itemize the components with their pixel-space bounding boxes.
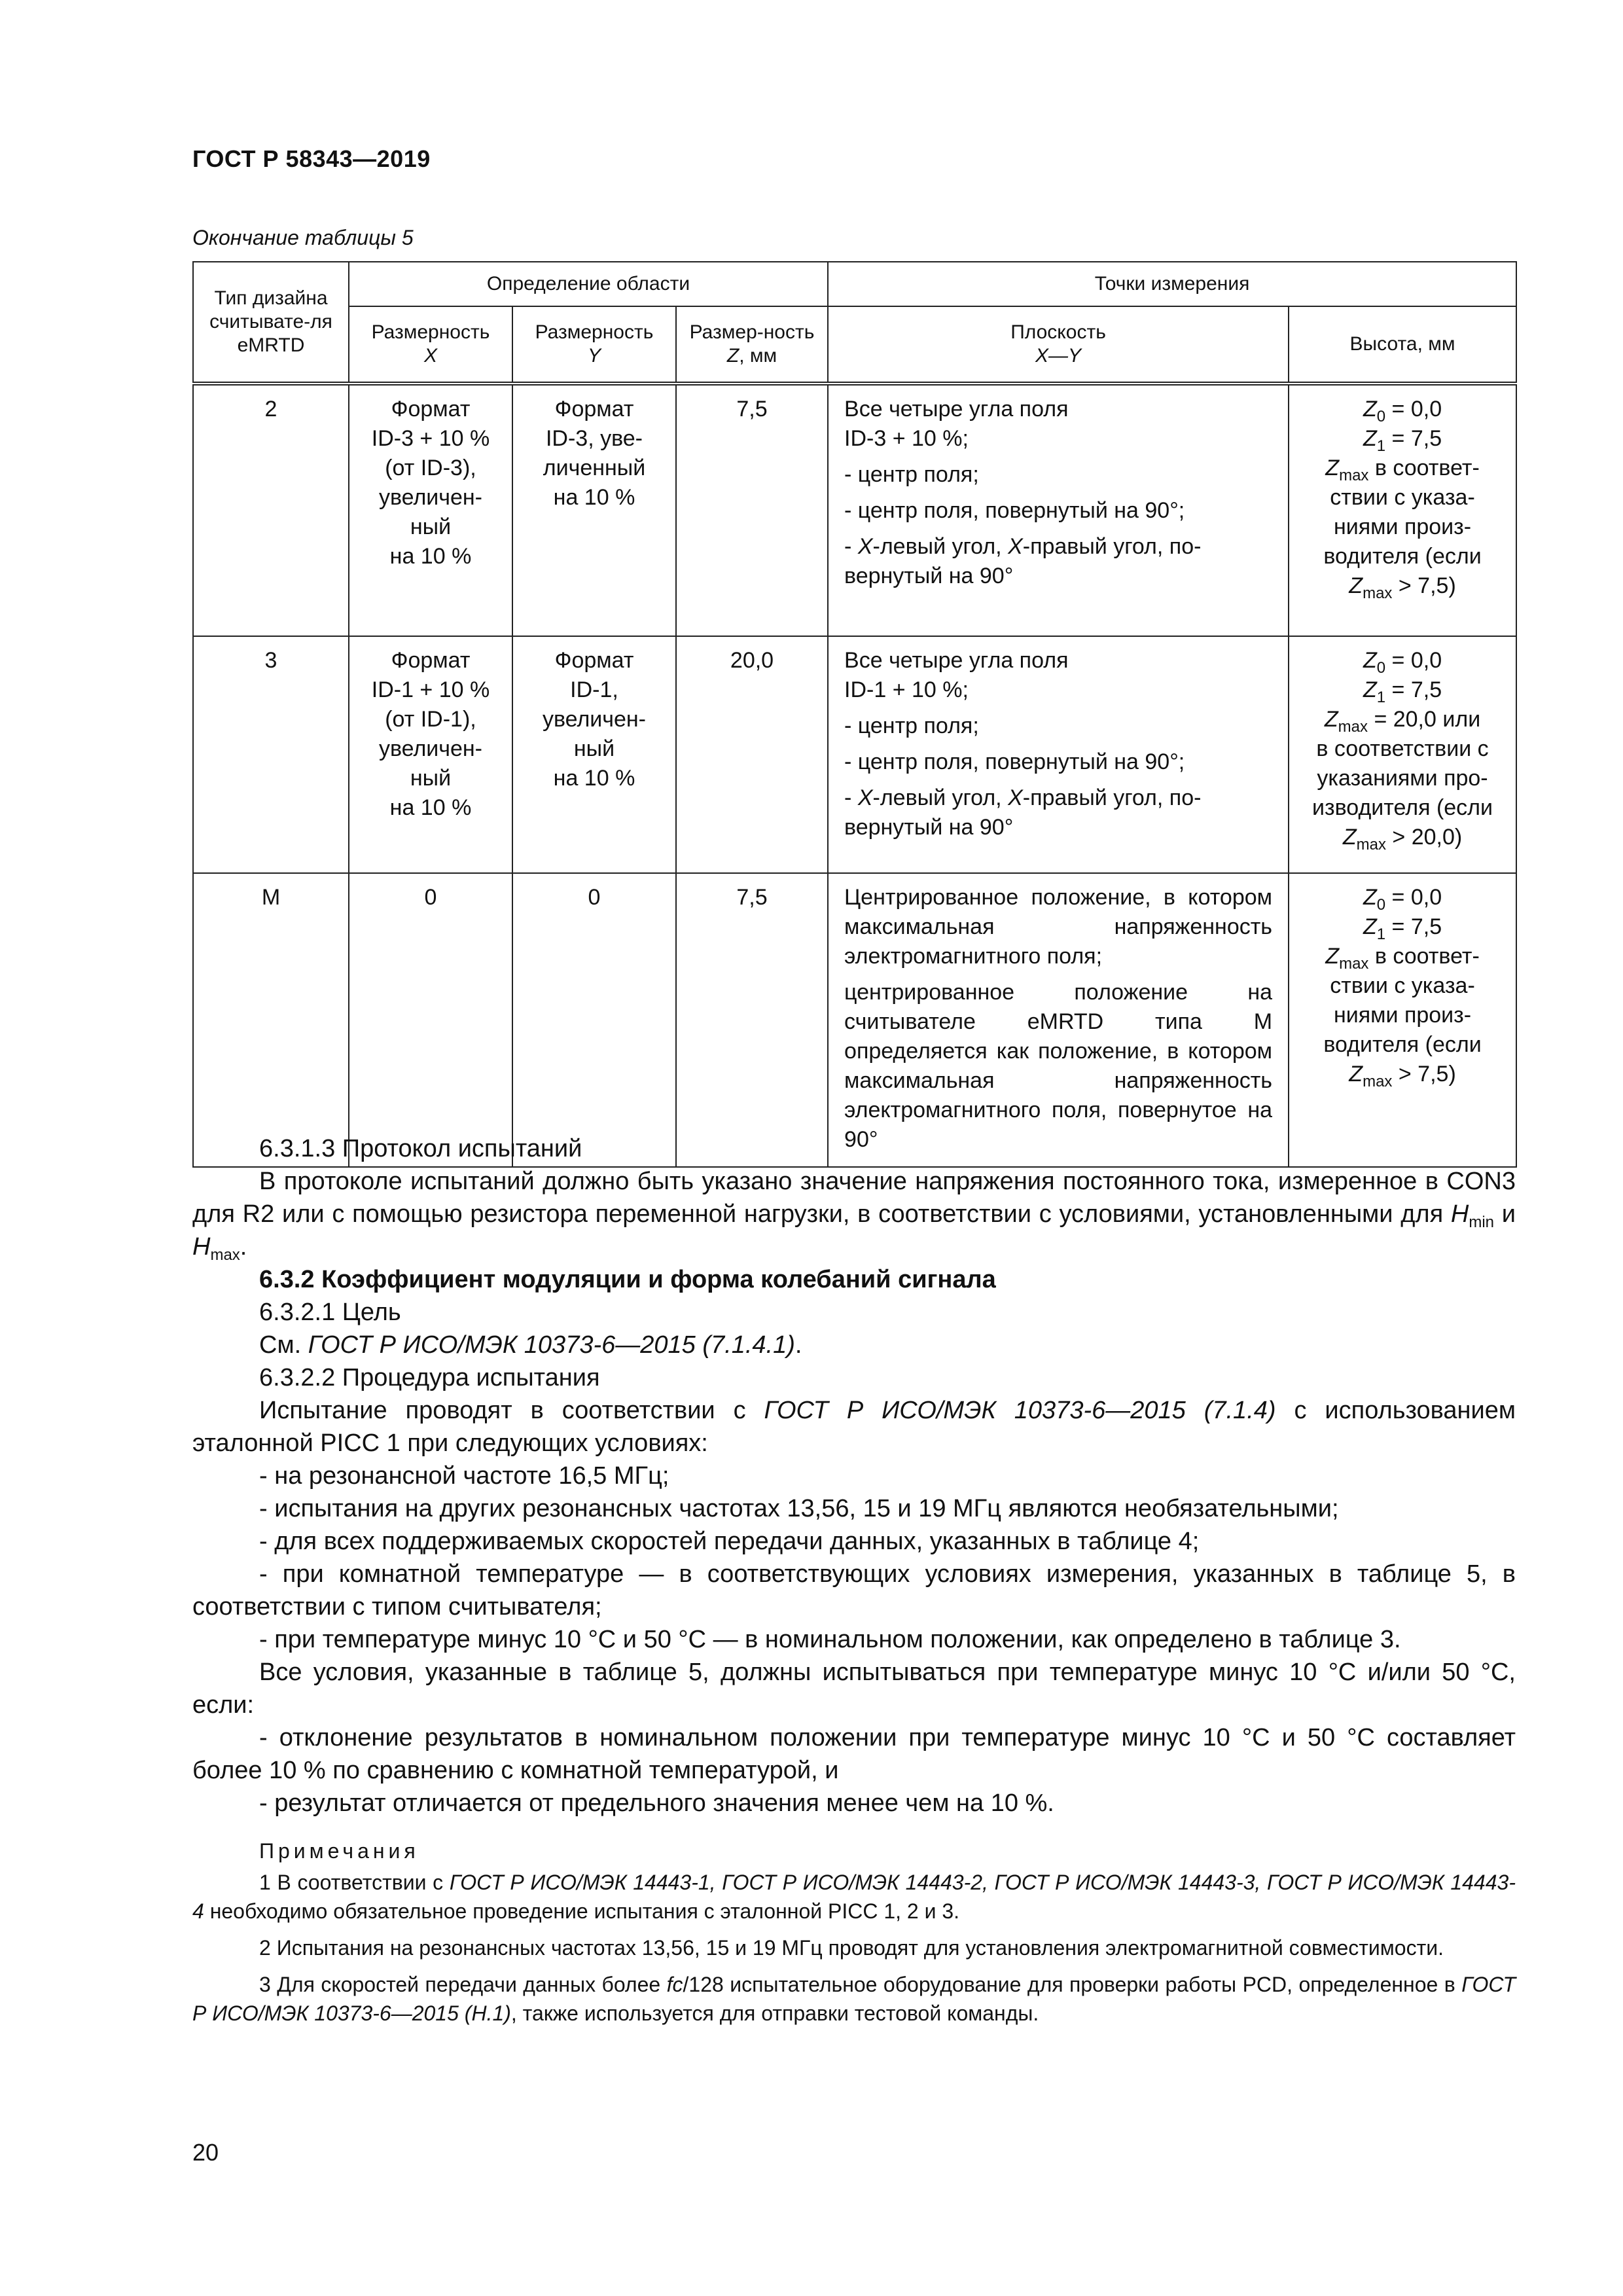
z-symbol: Z (1325, 944, 1340, 969)
list-item (844, 532, 1272, 562)
text-line: на 10 % (553, 485, 635, 510)
subscript: 1 (1376, 689, 1386, 706)
text-run: с использованием эталонной PICC 1 при следующих условиях: (192, 1397, 1516, 1457)
dim-x-label: Размерность (371, 321, 490, 343)
fc-symbol: fc (666, 1973, 683, 1996)
zmax-text: в соответ- (1374, 456, 1480, 480)
dim-y-symbol: Y (587, 345, 601, 367)
table-row (193, 384, 1516, 636)
z-symbol: Z (1363, 426, 1377, 451)
section-heading-6321: 6.3.2.1 Цель (259, 1299, 401, 1326)
cell-design-type: 3 (193, 636, 349, 873)
z1-value: = 7,5 (1391, 914, 1442, 939)
text-run: , также используется для отправки тестовой команды. (510, 2001, 1039, 2025)
text-line: вернутый на 90° (844, 564, 1014, 588)
note-1 (192, 1868, 1516, 1926)
text-line: Все четыре угла поля (844, 648, 1069, 673)
list-item: - центр поля; (844, 713, 979, 738)
measurement-table (192, 261, 1517, 1168)
text-line: увеличен- (542, 707, 646, 732)
col-header-plane (828, 306, 1289, 384)
h-symbol: H (192, 1233, 211, 1261)
col-header-dim-z (676, 306, 828, 384)
z0-value: = 0,0 (1391, 648, 1442, 673)
list-item: - для всех поддерживаемых скоростей передачи данных, указанных в таблице 4; (259, 1528, 1200, 1555)
note-3 (192, 1970, 1516, 2028)
table-caption: Окончание таблицы 5 (192, 226, 414, 249)
cell-plane (828, 873, 1289, 1167)
list-item: - результат отличается от предельного значения менее чем на 10 %. (259, 1789, 1054, 1817)
table-subheader-row (193, 306, 1516, 384)
text-line: Формат (391, 397, 471, 422)
text-run: - (844, 785, 858, 810)
z-symbol: Z (1363, 397, 1377, 422)
cell-dim-x (349, 636, 512, 873)
paragraph-protocol (192, 1165, 1516, 1263)
subscript: max (210, 1246, 240, 1264)
cell-plane (828, 636, 1289, 873)
body-text (192, 1132, 1516, 2036)
text-line: ID-3 + 10 %; (844, 426, 969, 451)
table-row (193, 873, 1516, 1167)
col-header-dim-y (512, 306, 676, 384)
cell-dim-y (512, 636, 676, 873)
text-line: в соответствии с (1316, 736, 1489, 761)
z-symbol: Z (1363, 914, 1377, 939)
cell-design-type: 2 (193, 384, 349, 636)
z-symbol: Z (1363, 885, 1377, 910)
text-line: ный (410, 766, 452, 791)
text-run: -правый угол, по- (1022, 785, 1202, 810)
subscript: 0 (1376, 659, 1386, 677)
subscript: min (1469, 1213, 1495, 1231)
text-line: ID-1 + 10 %; (844, 677, 969, 702)
cell-dim-y: 0 (512, 873, 676, 1167)
subscript: 1 (1376, 925, 1386, 943)
section-heading-6313: 6.3.1.3 Протокол испытаний (259, 1135, 582, 1162)
text-line: ID-3 + 10 % (371, 426, 490, 451)
cell-dim-z: 7,5 (676, 384, 828, 636)
cell-plane (828, 384, 1289, 636)
text-line: увеличен- (378, 736, 482, 761)
text-line: (от ID-1), (385, 707, 476, 732)
note-2: 2 Испытания на резонансных частотах 13,56, 15 и 19 МГц проводят для установления электромагнитной совместимости. (259, 1936, 1444, 1960)
col-header-height: Высота, мм (1289, 306, 1516, 384)
text-run: . (240, 1233, 247, 1261)
x-symbol: X (1008, 534, 1023, 559)
list-item: - испытания на других резонансных частотах 13,56, 15 и 19 МГц являются необязательными; (259, 1495, 1339, 1522)
list-item: - при комнатной температуре — в соответствующих условиях измерения, указанных в таблице 5, в соответствии с типом считывателя; (192, 1560, 1516, 1621)
x-symbol: X (857, 534, 873, 559)
cell-dim-z: 20,0 (676, 636, 828, 873)
x-symbol: X (1008, 785, 1023, 810)
table-header-row (193, 262, 1516, 306)
col-header-measurement-points: Точки измерения (828, 262, 1516, 306)
text-run: 3 Для скоростей передачи данных более (259, 1973, 667, 1996)
zmax-limit: > 7,5) (1398, 573, 1456, 598)
dim-z-label: Размер-ность (689, 321, 815, 343)
text-paragraph: Центрированное положение, в котором максимальная напряженность электромагнитного поля; (844, 885, 1273, 969)
text-run: Испытание проводят в соответствии с (259, 1397, 764, 1424)
dim-y-label: Размерность (535, 321, 654, 343)
dim-z-unit: , мм (739, 345, 777, 367)
text-line: ID-1 + 10 % (371, 677, 490, 702)
subscript: 0 (1376, 896, 1386, 914)
text-line: личенный (543, 456, 646, 480)
subscript: max (1363, 1073, 1393, 1090)
z0-value: = 0,0 (1391, 397, 1442, 422)
list-item: - центр поля, повернутый на 90°; (844, 498, 1185, 523)
z-symbol: Z (1342, 825, 1357, 850)
plane-label: Плоскость (1010, 321, 1106, 343)
z-symbol: Z (1349, 1062, 1363, 1086)
h-symbol: H (1450, 1200, 1469, 1228)
z-symbol: Z (1363, 648, 1377, 673)
cell-height (1289, 636, 1516, 873)
list-item (844, 783, 1272, 813)
text-run: См. (259, 1331, 308, 1359)
text-run: В протоколе испытаний должно быть указано значение напряжения постоянного тока, измеренное в CON3 для R2 или с помощью резистора переменной нагрузки, в соответствии с условиями, установленными для (192, 1168, 1516, 1228)
text-line: водителя (если (1323, 1032, 1482, 1057)
standard-reference: ГОСТ Р ИСО/МЭК 10373-6—2015 (7.1.4.1) (308, 1331, 795, 1359)
text-paragraph: центрированное положение на считывателе eMRTD типа М определяется как положение, в котором максимальная напряженность электромагнитного поля, повернутое на 90° (844, 980, 1273, 1152)
list-item: - центр поля, повернутый на 90°; (844, 749, 1185, 774)
text-run: -правый угол, по- (1022, 534, 1202, 559)
z0-value: = 0,0 (1391, 885, 1442, 910)
zmax-text: = 20,0 или (1374, 707, 1481, 732)
text-line: Все четыре угла поля (844, 397, 1069, 422)
zmax-limit: > 20,0) (1392, 825, 1463, 850)
cell-design-type: M (193, 873, 349, 1167)
col-header-dim-x (349, 306, 512, 384)
text-run: - (844, 534, 858, 559)
standard-reference: ГОСТ Р ИСО/МЭК 14443-1, ГОСТ Р ИСО/МЭК 14443-2, ГОСТ Р ИСО/МЭК 14443-3, ГОСТ Р ИСО/МЭК 14443-4 (192, 1871, 1516, 1923)
notes (192, 1837, 1516, 2028)
dim-x-symbol: X (423, 345, 437, 367)
cell-dim-y (512, 384, 676, 636)
cell-dim-z: 7,5 (676, 873, 828, 1167)
text-line: Формат (391, 648, 471, 673)
text-line: ный (573, 736, 615, 761)
text-run: -левый угол, (872, 785, 1008, 810)
text-line: ниями произ- (1333, 514, 1472, 539)
plane-symbol: X—Y (1035, 345, 1082, 367)
list-item: - отклонение результатов в номинальном положении при температуре минус 10 °С и 50 °С составляет более 10 % по сравнению с комнатной температурой, и (192, 1724, 1516, 1784)
notes-title: Примечания (259, 1839, 419, 1863)
section-heading-6322: 6.3.2.2 Процедура испытания (259, 1364, 600, 1391)
subscript: max (1356, 836, 1386, 853)
text-line: Формат (554, 648, 634, 673)
section-heading-632: 6.3.2 Коэффициент модуляции и форма колебаний сигнала (259, 1266, 996, 1293)
z1-value: = 7,5 (1391, 677, 1442, 702)
text-line: ный (410, 514, 452, 539)
col-header-design-type: Тип дизайна считывате-ля eMRTD (193, 262, 349, 384)
x-symbol: X (857, 785, 873, 810)
text-line: увеличен- (378, 485, 482, 510)
text-line: указаниями про- (1317, 766, 1488, 791)
page-number: 20 (192, 2139, 219, 2166)
zmax-limit: > 7,5) (1398, 1062, 1456, 1086)
z-symbol: Z (1324, 707, 1338, 732)
cell-height (1289, 384, 1516, 636)
zmax-text: в соответ- (1374, 944, 1480, 969)
subscript: max (1339, 467, 1369, 484)
z-symbol: Z (1325, 456, 1340, 480)
table-row (193, 636, 1516, 873)
cell-dim-x: 0 (349, 873, 512, 1167)
z-symbol: Z (1349, 573, 1363, 598)
see-reference (192, 1329, 1516, 1361)
text-line: на 10 % (389, 795, 472, 820)
standard-reference: ГОСТ Р ИСО/МЭК 10373-6—2015 (Н.1) (192, 1973, 1516, 2025)
list-item: - на резонансной частоте 16,5 МГц; (259, 1462, 669, 1490)
paragraph-procedure (192, 1394, 1516, 1460)
text-run: и (1494, 1200, 1516, 1228)
col-header-area-definition: Определение области (349, 262, 828, 306)
list-item: - при температуре минус 10 °С и 50 °С — в номинальном положении, как определено в таблице 3. (259, 1626, 1401, 1653)
text-line: изводителя (если (1312, 795, 1493, 820)
subscript: 1 (1376, 437, 1386, 455)
text-line: водителя (если (1323, 544, 1482, 569)
subscript: max (1363, 584, 1393, 602)
z1-value: = 7,5 (1391, 426, 1442, 451)
cell-height (1289, 873, 1516, 1167)
text-line: ID-3, уве- (545, 426, 643, 451)
text-line: на 10 % (553, 766, 635, 791)
list-item: - центр поля; (844, 462, 979, 487)
dim-z-symbol: Z (726, 345, 740, 367)
z-symbol: Z (1363, 677, 1377, 702)
text-line: ствии с указа- (1330, 485, 1475, 510)
cell-dim-x (349, 384, 512, 636)
text-line: Формат (554, 397, 634, 422)
standard-reference: ГОСТ Р ИСО/МЭК 10373-6—2015 (7.1.4) (764, 1397, 1276, 1424)
text-line: ID-1, (570, 677, 618, 702)
subscript: max (1339, 955, 1369, 973)
text-line: вернутый на 90° (844, 815, 1014, 840)
text-line: ствии с указа- (1330, 973, 1475, 998)
text-run: -левый угол, (872, 534, 1008, 559)
text-run: /128 испытательное оборудование для проверки работы PCD, определенное в (683, 1973, 1462, 1996)
subscript: 0 (1376, 408, 1386, 425)
paragraph-conditions: Все условия, указанные в таблице 5, должны испытываться при температуре минус 10 °С и/или 50 °С, если: (192, 1659, 1516, 1719)
text-run: . (794, 1331, 802, 1359)
subscript: max (1338, 718, 1368, 736)
text-line: (от ID-3), (385, 456, 476, 480)
text-line: ниями произ- (1333, 1003, 1472, 1028)
document-header: ГОСТ Р 58343—2019 (192, 145, 431, 172)
text-line: на 10 % (389, 544, 472, 569)
text-run: необходимо обязательное проведение испытания с эталонной PICC 1, 2 и 3. (204, 1899, 960, 1923)
text-run: 1 В соответствии с (259, 1871, 450, 1894)
